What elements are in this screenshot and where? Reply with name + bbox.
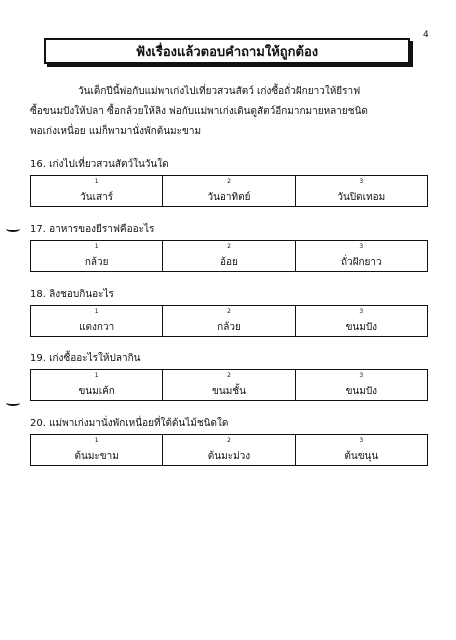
choice-label: ขนมชั้น [212,386,246,397]
question-text: 17. อาหารของยีราฟคืออะไร [30,224,155,235]
choice-label: กล้วย [217,322,241,333]
story-line: พอเก่งเหนื่อย แม่ก็พามานั่งพักต้นมะขาม [30,126,202,137]
choice-number: 2 [227,372,231,379]
question-19 [30,351,428,401]
margin-mark [6,226,20,232]
choice-number: 2 [227,243,231,250]
choice-option[interactable] [31,241,163,271]
question-16 [30,157,428,207]
margin-mark [6,400,20,406]
choice-option[interactable] [31,176,163,206]
choice-label: ถั่วฝักยาว [340,257,382,268]
choice-option[interactable] [296,176,427,206]
choice-row [30,175,428,207]
choice-option[interactable] [296,306,427,336]
choice-row [30,240,428,272]
choice-number: 2 [227,178,231,185]
choice-option[interactable] [31,306,163,336]
choice-option[interactable] [163,176,295,206]
choice-option[interactable] [296,370,427,400]
question-text: 16. เก่งไปเที่ยวสวนสัตว์ในวันใด [30,159,169,170]
question-text: 20. แม่พาเก่งมานั่งพักเหนื่อยที่ใต้ต้นไม้ชนิดใด [30,418,229,429]
question-18 [30,287,428,337]
choice-option[interactable] [163,370,295,400]
question-17 [30,222,428,272]
choice-option[interactable] [296,435,427,465]
choice-option[interactable] [163,241,295,271]
choice-number: 1 [94,437,99,444]
choice-row [30,369,428,401]
story-passage [30,82,430,142]
page-title: ฟังเรื่องแล้วตอบคำถามให้ถูกต้อง [44,38,410,64]
choice-label: ต้นมะม่วง [207,451,251,462]
question-text: 18. ลิงชอบกินอะไร [30,289,114,300]
choice-option[interactable] [163,306,295,336]
story-line: วันเด็กปีนี้พ่อกับแม่พาเก่งไปเที่ยวสวนสัตว์ เก่งซื้อถั่วฝักยาวให้ยีราฟ [78,86,361,97]
choice-label: ขนมปัง [345,322,378,333]
choice-label: ต้นมะขาม [74,451,119,462]
choice-option[interactable] [31,435,163,465]
story-line: ซื้อขนมปังให้ปลา ซื้อกล้วยให้ลิง พ่อกับแม่พาเก่งเดินดูสัตว์อีกมากมายหลายชนิด [30,106,368,117]
page-number: 4 [423,30,429,40]
choice-number: 3 [359,372,364,379]
choice-row [30,434,428,466]
question-text: 19. เก่งซื้ออะไรให้ปลากิน [30,353,141,364]
choice-label: ต้นขนุน [344,451,379,462]
choice-number: 3 [359,243,364,250]
choice-number: 3 [359,178,364,185]
choice-label: วันเสาร์ [80,192,114,203]
choice-label: กล้วย [84,257,109,268]
question-20 [30,416,428,466]
choice-label: วันอาทิตย์ [207,192,251,203]
choice-number: 3 [359,308,364,315]
choice-label: อ้อย [220,257,238,268]
choice-number: 1 [94,308,99,315]
choice-option[interactable] [296,241,427,271]
choice-number: 1 [94,372,99,379]
choice-row [30,305,428,337]
choice-number: 2 [227,437,231,444]
choice-label: ขนมปัง [345,386,378,397]
choice-number: 1 [94,243,99,250]
choice-option[interactable] [163,435,295,465]
choice-number: 3 [359,437,364,444]
choice-label: ขนมเค้ก [78,386,115,397]
choice-number: 2 [227,308,231,315]
choice-number: 1 [94,178,99,185]
choice-option[interactable] [31,370,163,400]
choice-label: แตงกวา [79,322,115,333]
choice-label: วันปิดเทอม [337,192,386,203]
